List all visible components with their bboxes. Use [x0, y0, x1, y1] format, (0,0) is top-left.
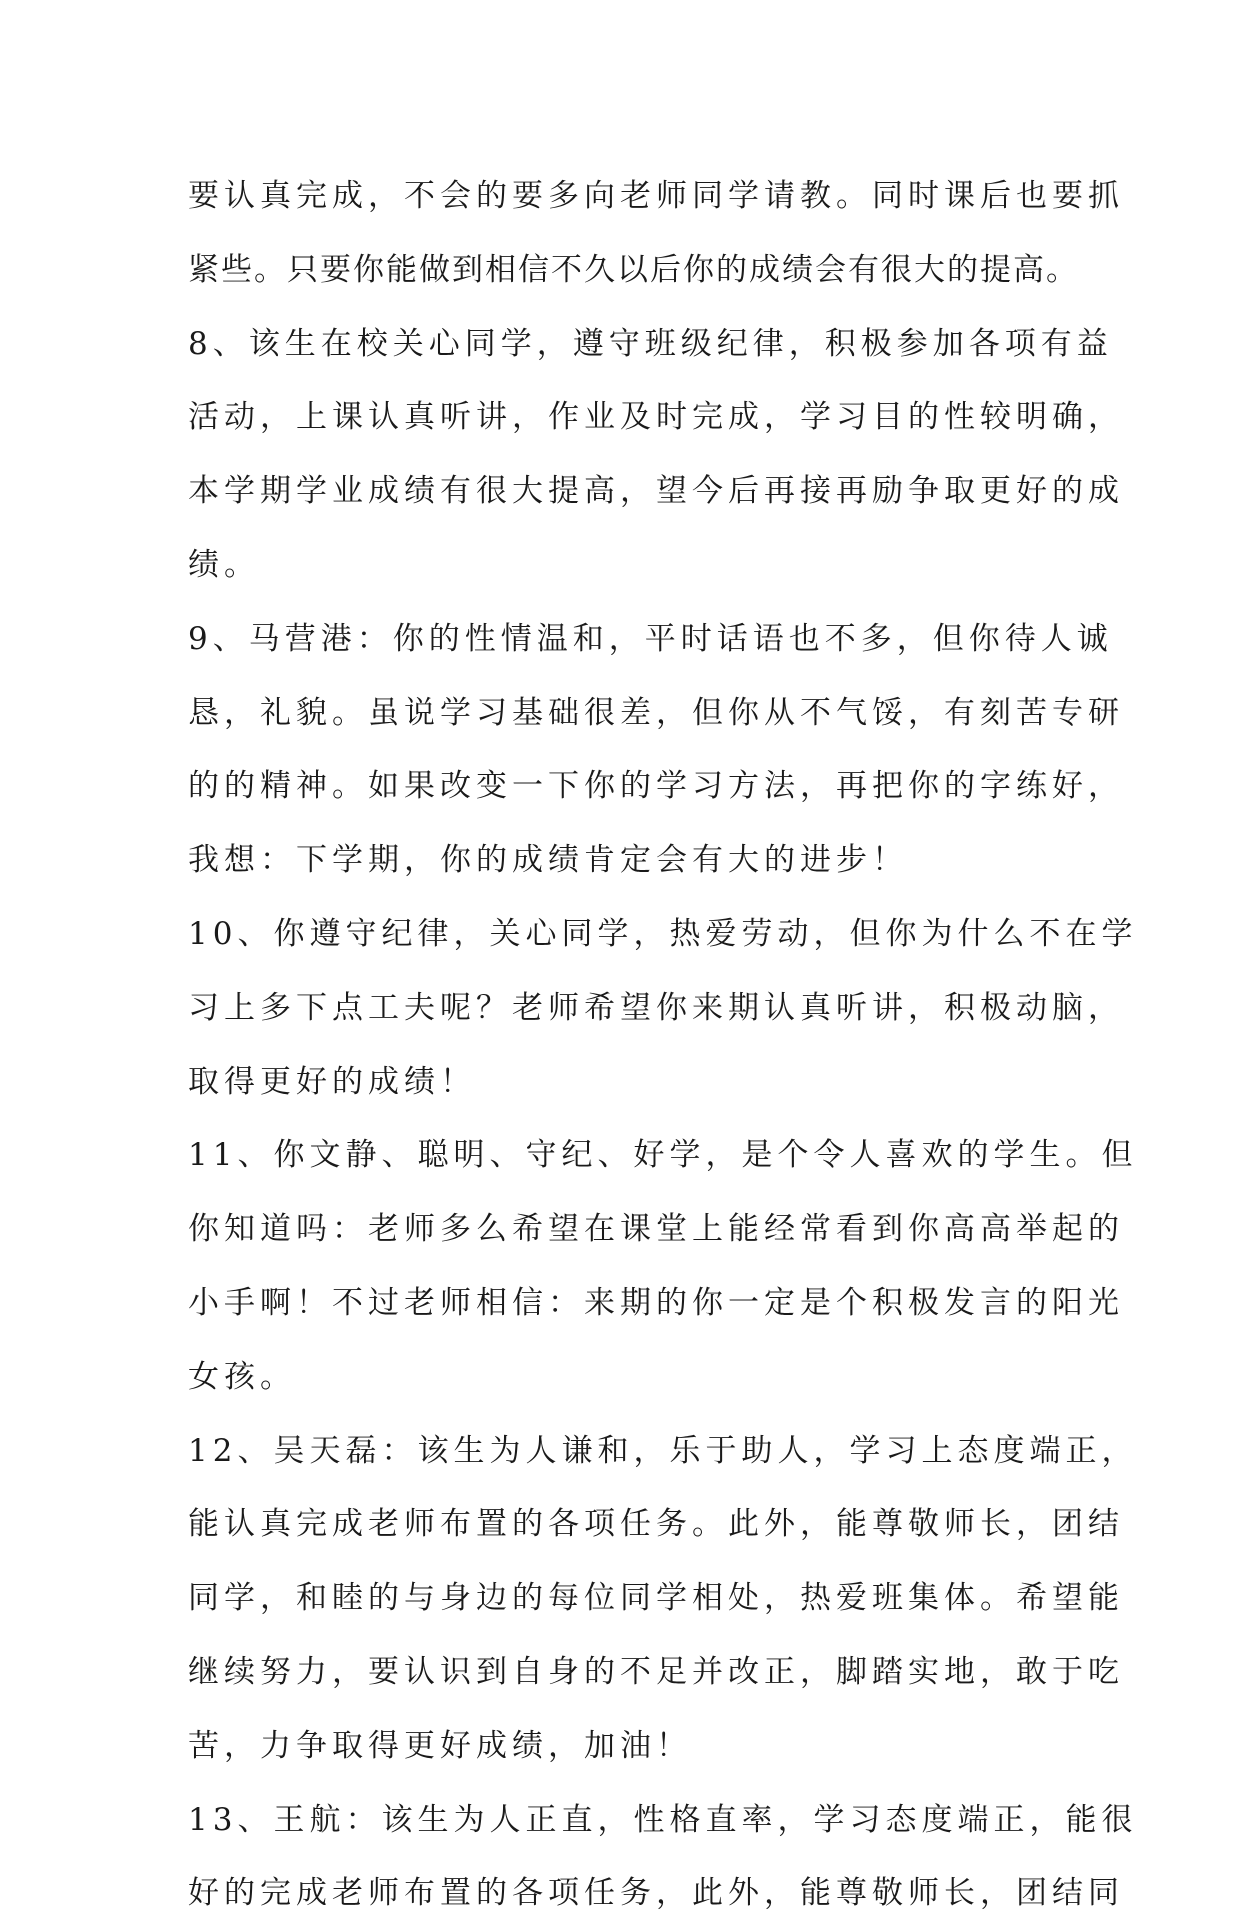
- text-line: 你知道吗：老师多么希望在课堂上能经常看到你高高举起的: [188, 1211, 1124, 1248]
- text-line: 12、吴天磊：该生为人谦和，乐于助人，学习上态度端正，: [188, 1432, 1138, 1469]
- text-line: 苦，力争取得更好成绩，加油！: [188, 1727, 692, 1764]
- text-line: 好的完成老师布置的各项任务，此外，能尊敬师长，团结同: [188, 1875, 1124, 1912]
- text-line: 同学，和睦的与身边的每位同学相处，热爱班集体。希望能: [188, 1580, 1124, 1617]
- text-line: 8、该生在校关心同学，遵守班级纪律，积极参加各项有益: [188, 325, 1113, 362]
- text-line: 取得更好的成绩！: [188, 1063, 476, 1100]
- text-line: 13、王航：该生为人正直，性格直率，学习态度端正，能很: [188, 1801, 1138, 1838]
- text-line: 继续努力，要认识到自身的不足并改正，脚踏实地，敢于吃: [188, 1653, 1124, 1690]
- text-line: 能认真完成老师布置的各项任务。此外，能尊敬师长，团结: [188, 1506, 1124, 1543]
- text-line: 要认真完成，不会的要多向老师同学请教。同时课后也要抓: [188, 178, 1124, 214]
- text-line: 活动，上课认真听讲，作业及时完成，学习目的性较明确，: [188, 399, 1124, 436]
- text-line: 的的精神。如果改变一下你的学习方法，再把你的字练好，: [188, 768, 1124, 805]
- text-line: 女孩。: [188, 1358, 296, 1395]
- text-line: 紧些。只要你能做到相信不久以后你的成绩会有很大的提高。: [188, 251, 1079, 288]
- text-line: 10、你遵守纪律，关心同学，热爱劳动，但你为什么不在学: [188, 915, 1138, 952]
- text-line: 11、你文静、聪明、守纪、好学，是个令人喜欢的学生。但: [188, 1137, 1138, 1174]
- text-line: 恳，礼貌。虽说学习基础很差，但你从不气馁，有刻苦专研: [188, 694, 1124, 731]
- text-line: 我想：下学期，你的成绩肯定会有大的进步！: [188, 842, 908, 879]
- text-line: 本学期学业成绩有很大提高，望今后再接再励争取更好的成: [188, 473, 1124, 510]
- text-line: 9、马营港：你的性情温和，平时话语也不多，但你待人诚: [188, 620, 1113, 657]
- text-line: 习上多下点工夫呢？老师希望你来期认真听讲，积极动脑，: [188, 989, 1124, 1026]
- document-body: [188, 160, 1138, 1931]
- text-line: 小手啊！不过老师相信：来期的你一定是个积极发言的阳光: [188, 1284, 1124, 1321]
- text-line: 绩。: [188, 546, 260, 583]
